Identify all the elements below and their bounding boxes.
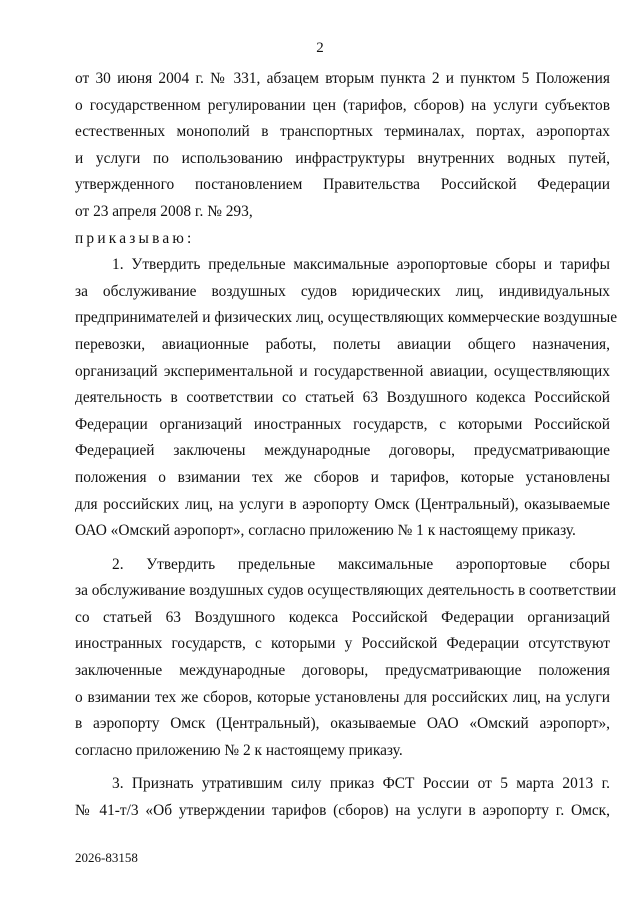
text-line: ОАО «Омский аэропорт», согласно приложению № 1 к настоящему приказу. (75, 522, 576, 540)
text-line: утвержденного постановлением Правительства Российской Федерации (75, 176, 610, 194)
text-line: в аэропорту Омск (Центральный), оказываемые ОАО «Омский аэропорт», (75, 715, 610, 733)
text-line: о взимании тех же сборов, которые установлены для российских лиц, на услуги (75, 688, 610, 706)
text-line: предпринимателей и физических лиц, осуществляющих коммерческие воздушные (75, 309, 618, 327)
item-2-line: 2. Утвердить предельные максимальные аэропортовые сборы (112, 555, 610, 573)
text-line: от 23 апреля 2008 г. № 293, (75, 202, 253, 220)
text-line: перевозки, авиационные работы, полеты авиации общего назначения, (75, 335, 610, 353)
document-body (75, 66, 618, 825)
text-line: № 41-т/3 «Об утверждении тарифов (сборов) на услуги в аэропорту г. Омск, (75, 802, 610, 820)
text-line: организаций экспериментальной и государственной авиации, осуществляющих (75, 362, 610, 380)
text-line: за обслуживание воздушных судов осуществляющих деятельность в соответствии (75, 582, 617, 600)
text-line: заключенные международные договоры, предусматривающие положения (75, 662, 610, 680)
text-line: для российских лиц, на услуги в аэропорту Омск (Центральный), оказываемые (75, 495, 610, 513)
text-line: от 30 июня 2004 г. № 331, абзацем вторым пункта 2 и пунктом 5 Положения (75, 70, 610, 87)
text-line: и услуги по использованию инфраструктуры внутренних водных путей, (75, 149, 610, 167)
item-1-line: 1. Утвердить предельные максимальные аэропортовые сборы и тарифы (112, 256, 610, 274)
text-line: Федерацией заключены международные договоры, предусматривающие (75, 442, 610, 460)
order-word: приказываю: (75, 229, 195, 247)
text-line: положения о взимании тех же сборов и тарифов, которые установлены (75, 468, 610, 486)
text-line: о государственном регулировании цен (тарифов, сборов) на услуги субъектов (75, 96, 610, 114)
text-line: согласно приложению № 2 к настоящему приказу. (75, 741, 403, 759)
text-line: за обслуживание воздушных судов юридических лиц, индивидуальных (75, 282, 610, 300)
text-line: со статьей 63 Воздушного кодекса Российской Федерации организаций (75, 608, 610, 626)
item-3-line: 3. Признать утратившим силу приказ ФСТ России от 5 марта 2013 г. (112, 775, 610, 793)
text-line: естественных монополий в транспортных терминалах, портах, аэропортах (75, 123, 610, 141)
text-line: иностранных государств, с которыми у Российской Федерации отсутствуют (75, 635, 610, 653)
text-line: Федерации организаций иностранных государств, с которыми Российской (75, 415, 610, 433)
page-number: 2 (316, 40, 324, 56)
text-line: деятельность в соответствии со статьей 63 Воздушного кодекса Российской (75, 389, 610, 407)
document-code: 2026-83158 (75, 850, 138, 865)
